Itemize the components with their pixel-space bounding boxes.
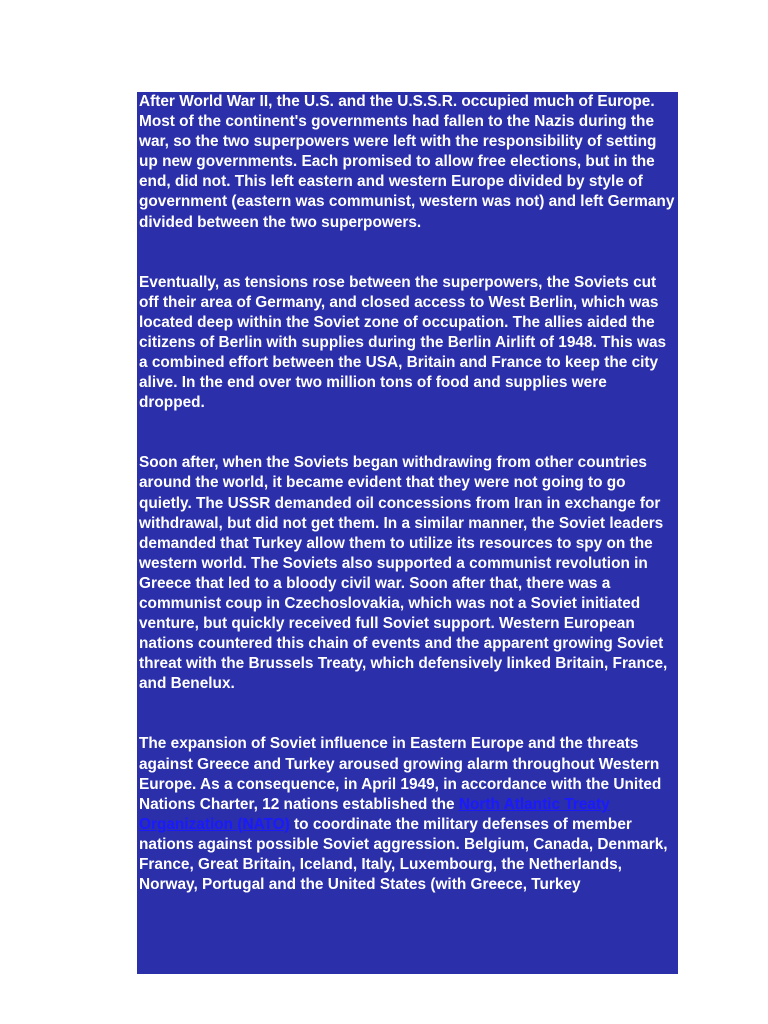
paragraph-gap [137,694,678,734]
paragraph-nato [137,734,678,895]
text-box [137,92,678,974]
nato-link[interactable]: North Atlantic Treaty Organization (NATO) [139,795,610,833]
paragraph-postwar-europe: After World War II, the U.S. and the U.S.S.R. occupied much of Europe. Most of the continent's governments had fallen to the Nazis during the war, so the two superpowers were left with the responsibility of setting up new governments. Each promised to allow free elections, but in the end, did not. This left eastern and western Europe divided by style of government (eastern was communist, western was not) and left Germany divided between the two superpowers. [139,93,675,231]
paragraph-berlin-airlift: Eventually, as tensions rose between the superpowers, the Soviets cut off their area of Germany, and closed access to West Berlin, which was located deep within the Soviet zone of occupation. The allies aided the citizens of Berlin with supplies during the Berlin Airlift of 1948. This was a combined effort between the USA, Britain and France to keep the city alive. In the end over two million tons of food and supplies were dropped. [139,273,667,412]
paragraph-soviet-withdrawal: Soon after, when the Soviets began withdrawing from other countries around the world, it became evident that they were not going to go quietly. The USSR demanded oil concessions from Iran in exchange for withdrawal, but did not get them. In a similar manner, the Soviet leaders demanded that Turkey allow them to utilize its resources to spy on the western world. The Soviets also supported a communist revolution in Greece that led to a bloody civil war. Soon after that, there was a communist coup in Czechoslovakia, which was not a Soviet initiated venture, but quickly received full Soviet support. Western European nations countered this chain of events and the apparent growing Soviet threat with the Brussels Treaty, which defensively linked Britain, France, and Benelux. [139,454,668,693]
nato-text-before: The expansion of Soviet influence in Eastern Europe and the threats against Greece and Turkey aroused growing alarm throughout Western Europe. As a consequence, in April 1949, in accordance with the United Nations Charter, 12 nations established the [139,735,662,813]
paragraph-gap [137,233,678,273]
nato-text-after: to coordinate the military defenses of member nations against possible Soviet aggression. Belgium, Canada, Denmark, France, Great Britain, Iceland, Italy, Luxembourg, the Netherlands, Norway, Portugal and the United States (with Greece, Turkey [139,815,668,894]
paragraph-gap [137,413,678,453]
